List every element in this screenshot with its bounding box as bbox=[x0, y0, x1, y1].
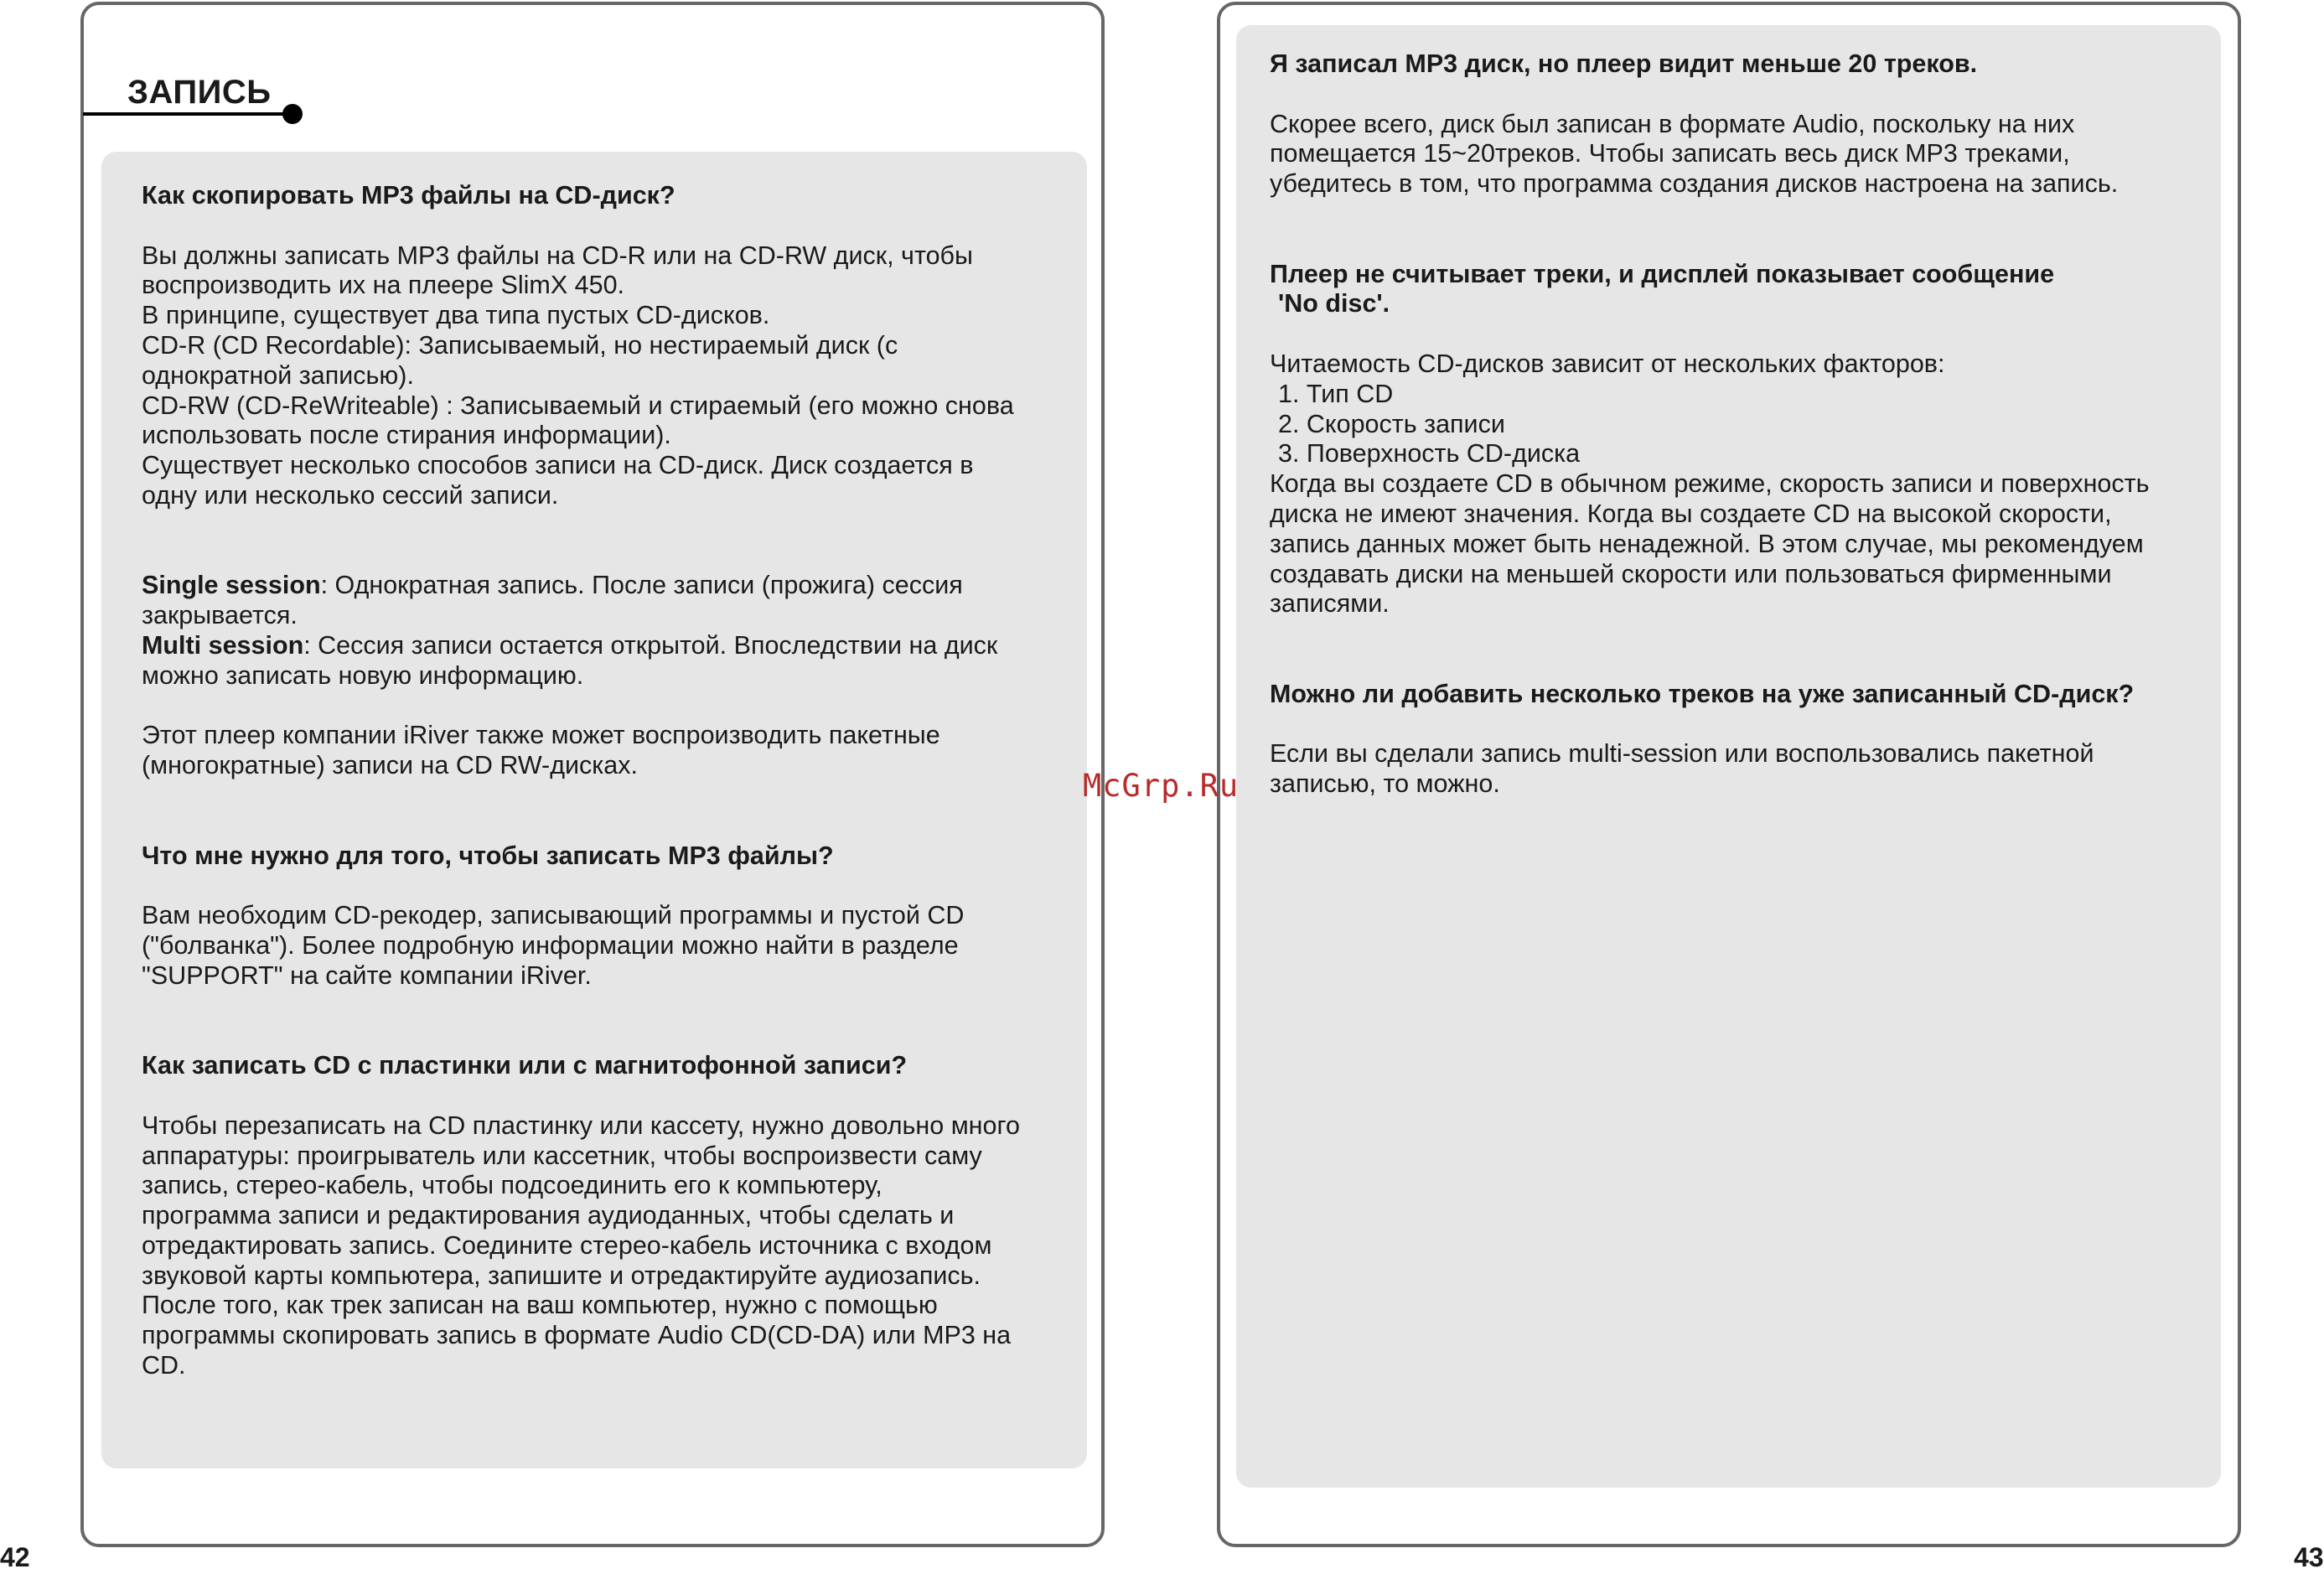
answer-line: Скорее всего, диск был записан в формате Audio, поскольку на них bbox=[1270, 109, 2075, 138]
page-number-right: 43 bbox=[2294, 1542, 2324, 1572]
answer-line: однократной записью). bbox=[142, 360, 414, 390]
answer-line: воспроизводить их на плеере SlimX 450. bbox=[142, 271, 625, 300]
multi-session-term: Multi session bbox=[142, 630, 304, 660]
left-faq-content bbox=[142, 181, 1080, 1381]
answer-line: После того, как трек записан на ваш компьютер, нужно с помощью bbox=[142, 1291, 938, 1320]
question-no-disc-line2: 'No disc'. bbox=[1278, 289, 1390, 318]
answer-line: записью, то можно. bbox=[1270, 769, 1500, 799]
answer-line: закрывается. bbox=[142, 601, 298, 630]
answer-line: Чтобы перезаписать на CD пластинку или кассету, нужно довольно много bbox=[142, 1111, 1020, 1140]
answer-line: аппаратуры: проигрыватель или кассетник, чтобы воспроизвести саму bbox=[142, 1141, 982, 1170]
answer-line: помещается 15~20треков. Чтобы записать весь диск MP3 треками, bbox=[1270, 139, 2070, 168]
answer-line: программа записи и редактирования аудиоданных, чтобы сделать и bbox=[142, 1201, 955, 1230]
answer-line: "SUPPORT" на сайте компании iRiver. bbox=[142, 960, 592, 990]
question-copy-mp3: Как скопировать MP3 файлы на CD-диск? bbox=[142, 181, 675, 210]
answer-line: убедитесь в том, что программа создания дисков настроена на запись. bbox=[1270, 169, 2119, 199]
question-no-disc: Плеер не считывает треки, и дисплей показывает сообщение bbox=[1270, 259, 2055, 288]
question-fewer-tracks: Я записал MP3 диск, но плеер видит меньше 20 треков. bbox=[1270, 49, 1978, 78]
answer-line: Вы должны записать MP3 файлы на CD-R или на CD-RW диск, чтобы bbox=[142, 241, 973, 270]
answer-line: ("болванка"). Более подробную информации можно найти в разделе bbox=[142, 930, 959, 960]
answer-line: CD-R (CD Recordable): Записываемый, но нестираемый диск (с bbox=[142, 330, 898, 360]
answer-line: использовать после стирания информации). bbox=[142, 421, 671, 450]
answer-line: CD. bbox=[142, 1351, 186, 1380]
list-item: 1. Тип CD bbox=[1278, 379, 1394, 408]
multi-session-definition: Multi session: Сессия записи остается открытой. Впоследствии на диск bbox=[142, 630, 998, 660]
question-record-vinyl: Как записать CD с пластинки или с магнитофонной записи? bbox=[142, 1051, 908, 1080]
list-item: 3. Поверхность CD-диска bbox=[1278, 439, 1581, 469]
answer-line: одну или несколько сессий записи. bbox=[142, 480, 559, 510]
title-bullet-dot bbox=[282, 104, 303, 124]
answer-line: Вам необходим CD-рекодер, записывающий программы и пустой CD bbox=[142, 901, 965, 930]
answer-line: диска не имеют значения. Когда вы создаете CD на высокой скорости, bbox=[1270, 499, 2112, 528]
section-title: ЗАПИСЬ bbox=[127, 74, 272, 111]
answer-line: запись, стерео-кабель, чтобы подсоединить его к компьютеру, bbox=[142, 1171, 882, 1200]
answer-line: CD-RW (CD-ReWriteable) : Записываемый и стираемый (его можно снова bbox=[142, 391, 1014, 420]
answer-line: звуковой карты компьютера, запишите и отредактируйте аудиозапись. bbox=[142, 1261, 981, 1290]
answer-line: Когда вы создаете CD в обычном режиме, скорость записи и поверхность bbox=[1270, 469, 2150, 499]
answer-line: запись данных может быть ненадежной. В этом случае, мы рекомендуем bbox=[1270, 529, 2144, 558]
answer-line: (многократные) записи на CD RW-дисках. bbox=[142, 751, 638, 780]
answer-line: Читаемость CD-дисков зависит от нескольких факторов: bbox=[1270, 349, 1945, 378]
title-underline bbox=[83, 112, 291, 116]
question-add-tracks: Можно ли добавить несколько треков на уже записанный CD-диск? bbox=[1270, 679, 2135, 708]
answer-line: Если вы сделали запись multi-session или воспользовались пакетной bbox=[1270, 739, 2094, 769]
right-faq-content bbox=[1270, 49, 2217, 800]
page-number-left: 42 bbox=[0, 1542, 30, 1572]
answer-line: Этот плеер компании iRiver также может воспроизводить пакетные bbox=[142, 721, 940, 750]
single-session-definition: Single session: Однократная запись. После записи (прожига) сессия bbox=[142, 571, 963, 600]
answer-line: программы скопировать запись в формате Audio CD(CD-DA) или MP3 на bbox=[142, 1321, 1012, 1350]
answer-line: В принципе, существует два типа пустых CD-дисков. bbox=[142, 301, 770, 330]
watermark: McGrp.Ru bbox=[1083, 768, 1240, 804]
question-what-need: Что мне нужно для того, чтобы записать MP3 файлы? bbox=[142, 841, 834, 870]
answer-line: записями. bbox=[1270, 589, 1390, 619]
answer-line: создавать диски на меньшей скорости или пользоваться фирменными bbox=[1270, 559, 2112, 588]
list-item: 2. Скорость записи bbox=[1278, 409, 1505, 438]
answer-line: отредактировать запись. Соедините стерео-кабель источника с входом bbox=[142, 1230, 992, 1260]
answer-line: можно записать новую информацию. bbox=[142, 660, 584, 690]
single-session-term: Single session bbox=[142, 571, 321, 600]
answer-line: Существует несколько способов записи на CD-диск. Диск создается в bbox=[142, 451, 974, 480]
